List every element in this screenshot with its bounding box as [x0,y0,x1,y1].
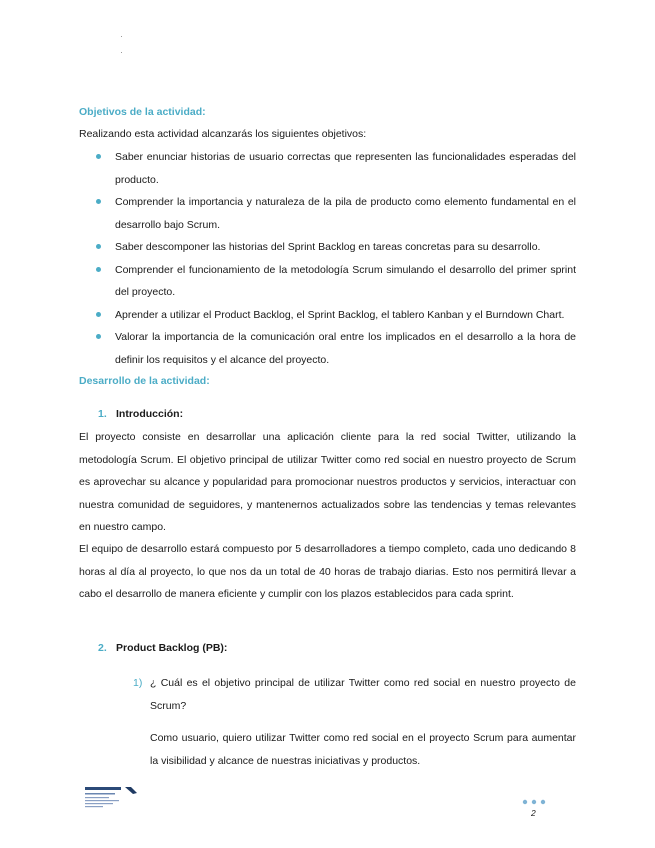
bullet-icon [96,199,101,204]
bullet-icon [96,244,101,249]
institution-logo-icon [85,787,137,811]
header-mark [121,36,122,37]
list-item: Comprender el funcionamiento de la metodología Scrum simulando el desarrollo del primer sprint del proyecto. [93,259,576,304]
question-text: ¿ Cuál es el objetivo principal de utilizar Twitter como red social en nuestro proyecto de Scrum? [150,677,576,712]
objectives-intro: Realizando esta actividad alcanzarás los siguientes objetivos: [79,128,367,140]
list-item: Saber descomponer las historias del Sprint Backlog en tareas concretas para su desarrollo. [93,236,576,259]
section-1-heading [98,408,183,420]
section-number: 1. [98,408,107,420]
section-number: 2. [98,642,107,654]
list-item: Aprender a utilizar el Product Backlog, el Sprint Backlog, el tablero Kanban y el Burndown Chart. [93,304,576,327]
section-title: Product Backlog (PB): [116,642,228,654]
bullet-icon [96,267,101,272]
bullet-icon [96,334,101,339]
development-heading: Desarrollo de la actividad: [79,375,210,387]
list-item: Saber enunciar historias de usuario correctas que representen las funcionalidades esperadas del producto. [93,146,576,191]
user-story-answer: Como usuario, quiero utilizar Twitter como red social en el proyecto Scrum para aumentar la visibilidad y alcance de nuestras iniciativas y productos. [150,732,576,767]
objectives-list [93,146,576,371]
backlog-question [133,672,576,717]
page-dots-icon [522,799,546,805]
question-number: 1) [133,677,143,689]
page-number: 2 [531,808,536,818]
bullet-icon [96,154,101,159]
intro-paragraph-2: El equipo de desarrollo estará compuesto por 5 desarrolladores a tiempo completo, cada uno dedicando 8 horas al día al proyecto, lo que nos da un total de 40 horas de trabajo diarias. Esto nos permitirá llevar a cabo el desarrollo de manera eficiente y cumplir con los plazos establecidos para cada sprint. [79,543,576,600]
list-item: Comprender la importancia y naturaleza de la pila de producto como elemento fundamental en el desarrollo bajo Scrum. [93,191,576,236]
section-title: Introducción: [116,408,184,420]
bullet-icon [96,312,101,317]
list-item: Valorar la importancia de la comunicación oral entre los implicados en el desarrollo a la hora de definir los requisitos y el alcance del proyecto. [93,326,576,371]
section-2-heading [98,642,227,654]
header-mark [121,52,122,53]
intro-paragraph-1: El proyecto consiste en desarrollar una aplicación cliente para la red social Twitter, utilizando la metodología Scrum. El objetivo principal de utilizar Twitter como red social en nuestro proyecto de Scrum es aprovechar su alcance y popularidad para promocionar nuestros productos y servicios, interactuar con nuestra comunidad de seguidores, y mantenernos actualizados sobre las tendencias y temas relevantes en nuestro campo. [79,431,576,533]
objectives-heading: Objetivos de la actividad: [79,106,206,118]
